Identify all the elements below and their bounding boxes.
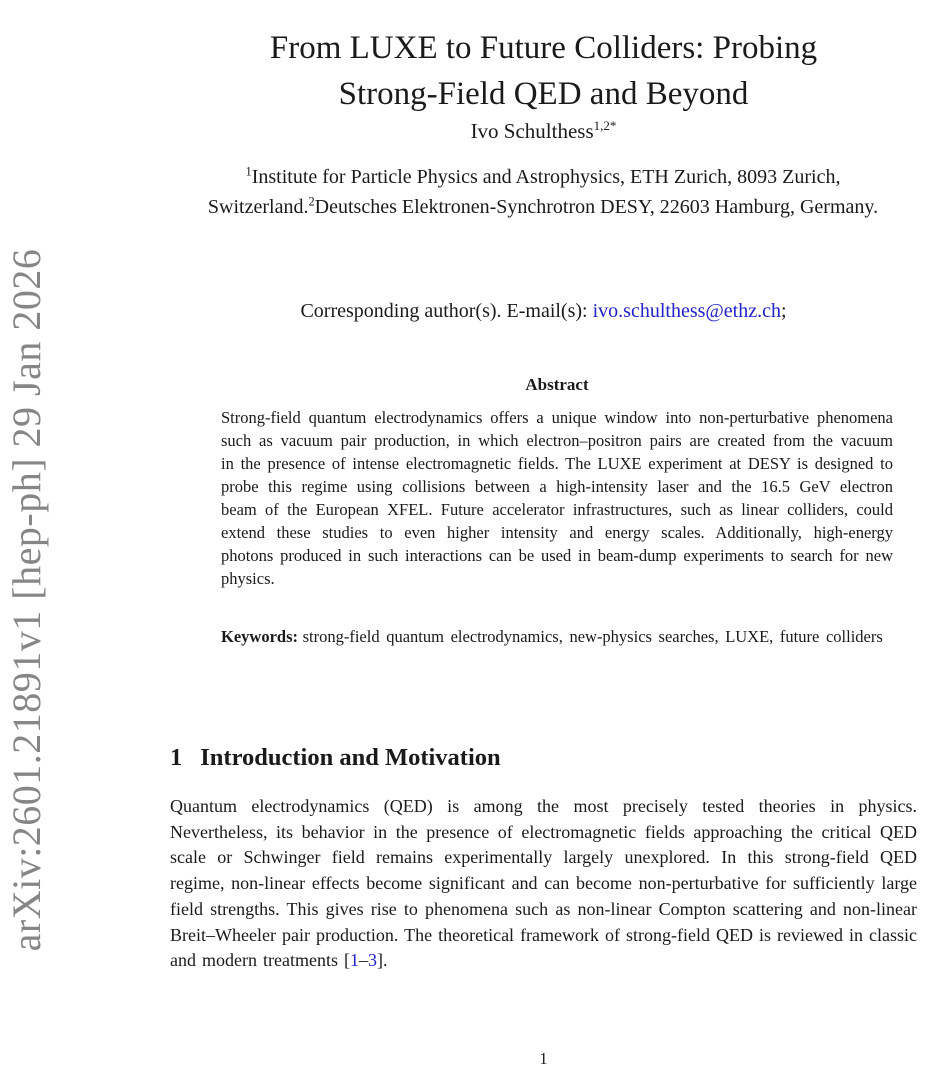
paper-title — [170, 25, 917, 117]
author-line — [170, 119, 917, 144]
page-number: 1 — [539, 1049, 548, 1068]
citation-link-1[interactable]: 1 — [349, 950, 359, 971]
affiliation-1-marker: 1 — [245, 164, 252, 179]
keywords-block — [221, 625, 893, 648]
section-1-paragraph — [170, 794, 917, 974]
arxiv-watermark: arXiv:2601.21891v1 [hep-ph] 29 Jan 2026 — [4, 248, 49, 952]
abstract-text: Strong-field quantum electrodynamics offers a unique window into non-perturbative phenomena such as vacuum pair production, in which electron–positron pairs are created from the vacuum in the presence of intense electromagnetic fields. The LUXE experiment at DESY is designed to probe this regime using collisions between a high-intensity laser and the 16.5 GeV electron beam of the European XFEL. Future accelerator infrastructures, such as linear colliders, could extend these studies to even higher intensity and energy scales. Additionally, high-energy photons produced in such interactions can be used in beam-dump experiments to search for new physics. — [221, 408, 893, 588]
citation-dash: – — [358, 950, 368, 971]
keywords-text: strong-field quantum electrodynamics, new-physics searches, LUXE, future colliders — [302, 627, 883, 646]
corresponding-email-link[interactable]: ivo.schulthess@ethz.ch — [592, 300, 781, 322]
paper-title-line1: From LUXE to Future Colliders: Probing — [269, 30, 818, 67]
abstract-section — [221, 375, 893, 590]
paragraph-text-start: Quantum electrodynamics (QED) is among the most precisely tested theories in physics. Nevertheless, its behavior in the presence of electromagnetic fields approaching the critical QED scale or Schwinger field remains experimentally largely unexplored. In this strong-field QED regime, non-linear effects become significant and can become non-perturbative for sufficiently large field strengths. This gives rise to phenomena such as non-linear Compton scattering and non-linear Breit–Wheeler pair production. The theoretical framework of strong-field QED is reviewed in classic and modern treatments [ — [170, 796, 917, 971]
abstract-heading: Abstract — [525, 375, 589, 394]
affiliations-block — [203, 162, 883, 222]
affiliation-2-marker: 2 — [308, 194, 315, 209]
paper-title-line2: Strong-Field QED and Beyond — [338, 76, 749, 113]
affiliation-1-text: Institute for Particle Physics and Astrophysics, ETH Zurich, 8093 Zurich, Switzerland. — [207, 166, 841, 218]
author-name: Ivo Schulthess — [470, 119, 594, 143]
author-superscript: 1,2* — [593, 118, 617, 133]
section-1-heading — [170, 744, 501, 772]
section-1-title: Introduction and Motivation — [200, 744, 501, 771]
corresponding-author-line — [170, 300, 917, 323]
paper-content — [170, 0, 917, 1076]
keywords-label: Keywords: — [221, 627, 298, 646]
corresponding-suffix: ; — [781, 300, 787, 322]
affiliation-2-text: Deutsches Elektronen-Synchrotron DESY, 22603 Hamburg, Germany. — [314, 196, 879, 218]
paragraph-text-end: ]. — [376, 950, 388, 971]
citation-link-3[interactable]: 3 — [367, 950, 377, 971]
corresponding-prefix: Corresponding author(s). E-mail(s): — [300, 300, 593, 322]
section-1-number: 1 — [170, 744, 183, 771]
